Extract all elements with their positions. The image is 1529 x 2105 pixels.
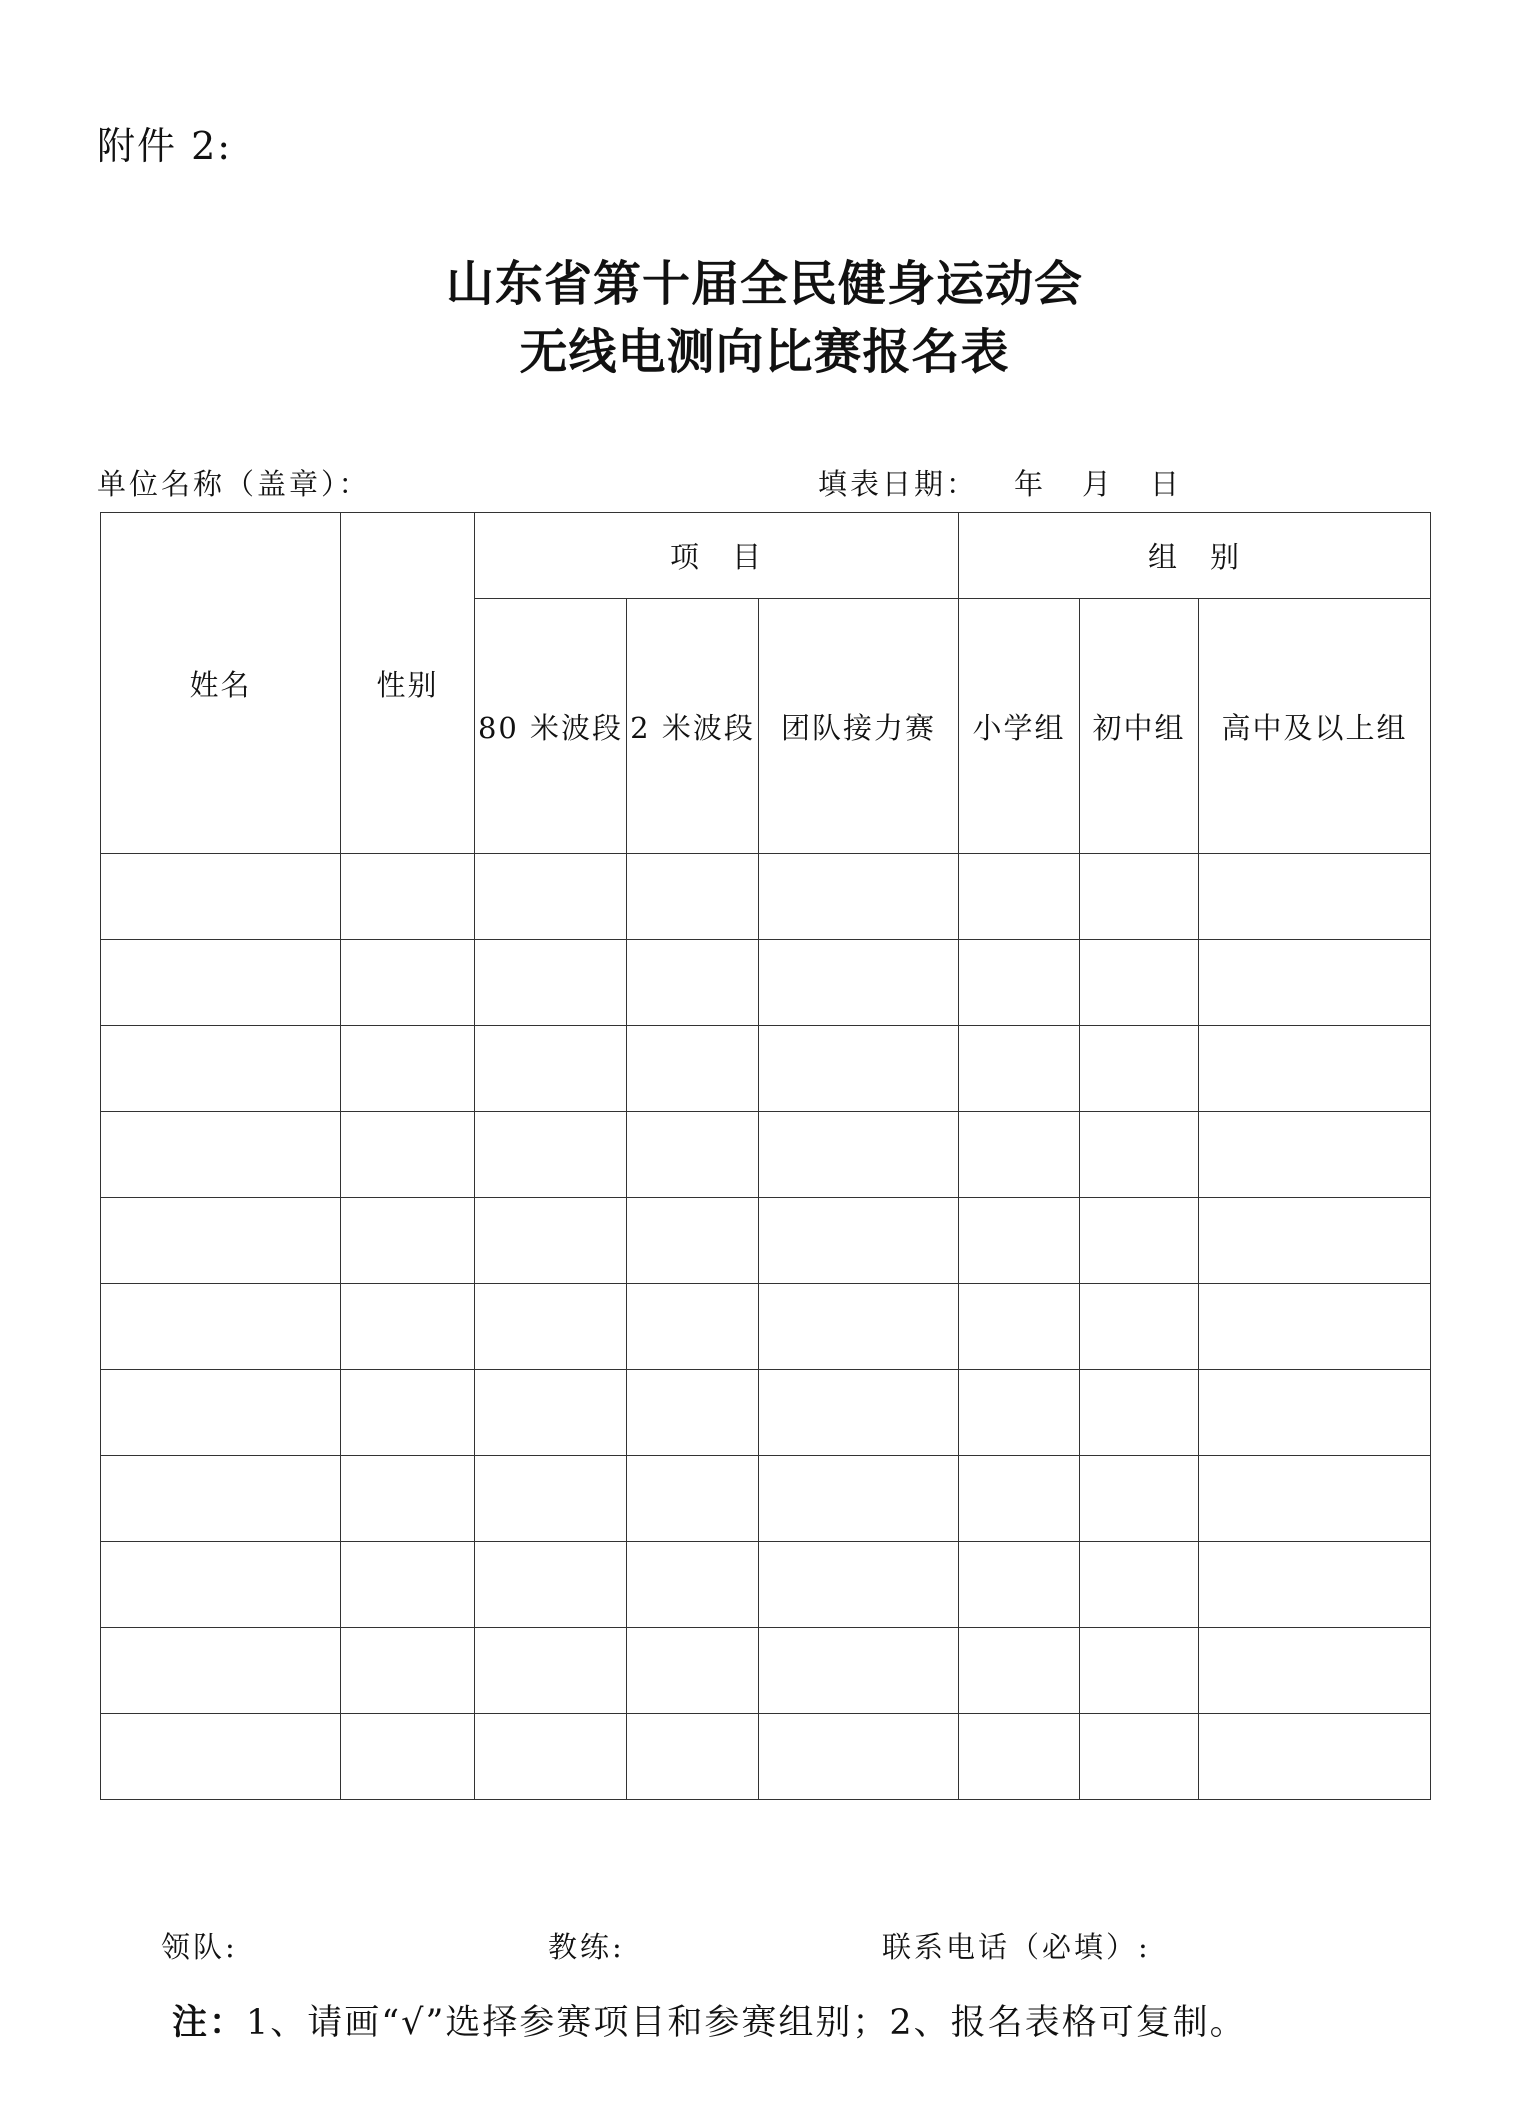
group-primary: 小学组: [959, 599, 1080, 854]
cell-group-primary[interactable]: [959, 1370, 1080, 1456]
cell-group-junior[interactable]: [1080, 940, 1199, 1026]
fill-date-year: 年: [1014, 467, 1047, 501]
cell-event-relay[interactable]: [759, 1542, 959, 1628]
table-row: [101, 1112, 1431, 1198]
cell-event-relay[interactable]: [759, 854, 959, 940]
cell-name[interactable]: [101, 940, 341, 1026]
cell-event-2m[interactable]: [627, 1284, 759, 1370]
document-title: 山东省第十届全民健身运动会: [445, 256, 1083, 312]
cell-event-80m[interactable]: [475, 1456, 627, 1542]
cell-group-junior[interactable]: [1080, 1628, 1199, 1714]
fill-date-label: 填表日期：: [818, 467, 979, 501]
attachment-label: 附件 2:: [97, 124, 233, 168]
cell-group-junior[interactable]: [1080, 1456, 1199, 1542]
cell-gender[interactable]: [341, 1456, 475, 1542]
cell-group-senior[interactable]: [1199, 1456, 1431, 1542]
fill-date-day: 日: [1150, 467, 1183, 501]
cell-group-primary[interactable]: [959, 1026, 1080, 1112]
note-label: 注：: [172, 2003, 247, 2043]
cell-group-senior[interactable]: [1199, 1714, 1431, 1800]
cell-group-junior[interactable]: [1080, 854, 1199, 940]
cell-gender[interactable]: [341, 1112, 475, 1198]
cell-group-senior[interactable]: [1199, 1198, 1431, 1284]
cell-event-80m[interactable]: [475, 940, 627, 1026]
event-80m-band: 80 米波段: [475, 599, 627, 854]
cell-group-senior[interactable]: [1199, 1370, 1431, 1456]
cell-group-junior[interactable]: [1080, 1198, 1199, 1284]
cell-group-junior[interactable]: [1080, 1370, 1199, 1456]
cell-event-2m[interactable]: [627, 854, 759, 940]
cell-event-relay[interactable]: [759, 940, 959, 1026]
cell-event-relay[interactable]: [759, 1456, 959, 1542]
cell-event-2m[interactable]: [627, 1542, 759, 1628]
event-team-relay: 团队接力赛: [759, 599, 959, 854]
cell-event-2m[interactable]: [627, 1370, 759, 1456]
team-leader-label: 领队:: [161, 1930, 238, 1964]
cell-event-relay[interactable]: [759, 1026, 959, 1112]
cell-group-senior[interactable]: [1199, 1542, 1431, 1628]
cell-gender[interactable]: [341, 940, 475, 1026]
cell-event-80m[interactable]: [475, 854, 627, 940]
table-row: [101, 1284, 1431, 1370]
table-body: [101, 854, 1431, 1800]
cell-event-80m[interactable]: [475, 1026, 627, 1112]
cell-event-80m[interactable]: [475, 1112, 627, 1198]
cell-group-primary[interactable]: [959, 854, 1080, 940]
cell-event-80m[interactable]: [475, 1714, 627, 1800]
cell-group-primary[interactable]: [959, 1112, 1080, 1198]
cell-event-80m[interactable]: [475, 1198, 627, 1284]
cell-name[interactable]: [101, 1456, 341, 1542]
cell-event-relay[interactable]: [759, 1112, 959, 1198]
cell-event-relay[interactable]: [759, 1370, 959, 1456]
cell-group-senior[interactable]: [1199, 1026, 1431, 1112]
cell-event-relay[interactable]: [759, 1198, 959, 1284]
cell-name[interactable]: [101, 1628, 341, 1714]
cell-name[interactable]: [101, 1370, 341, 1456]
cell-group-junior[interactable]: [1080, 1112, 1199, 1198]
table-row: [101, 940, 1431, 1026]
cell-group-senior[interactable]: [1199, 1112, 1431, 1198]
gender-header: 性别: [341, 513, 475, 854]
group-junior-high: 初中组: [1080, 599, 1199, 854]
cell-event-2m[interactable]: [627, 1112, 759, 1198]
group-senior-high-above: 高中及以上组: [1199, 599, 1431, 854]
cell-gender[interactable]: [341, 1628, 475, 1714]
cell-group-primary[interactable]: [959, 940, 1080, 1026]
cell-name[interactable]: [101, 1284, 341, 1370]
cell-group-senior[interactable]: [1199, 1628, 1431, 1714]
cell-group-primary[interactable]: [959, 1284, 1080, 1370]
cell-group-senior[interactable]: [1199, 1284, 1431, 1370]
cell-group-senior[interactable]: [1199, 854, 1431, 940]
table-row: [101, 1714, 1431, 1800]
table-row: [101, 854, 1431, 940]
name-header: 姓名: [101, 513, 341, 854]
groups-header: 组 别: [959, 513, 1431, 599]
cell-event-80m[interactable]: [475, 1628, 627, 1714]
fill-date: [818, 462, 1182, 503]
table-row: [101, 1198, 1431, 1284]
cell-group-primary[interactable]: [959, 1542, 1080, 1628]
cell-group-primary[interactable]: [959, 1628, 1080, 1714]
fill-date-month: 月: [1082, 467, 1115, 501]
cell-event-relay[interactable]: [759, 1714, 959, 1800]
note: [172, 1995, 1247, 2045]
unit-name-label: 单位名称（盖章）：: [97, 467, 371, 501]
cell-gender[interactable]: [341, 1198, 475, 1284]
cell-name[interactable]: [101, 1026, 341, 1112]
registration-table: [100, 512, 1431, 1800]
cell-event-2m[interactable]: [627, 1628, 759, 1714]
cell-event-2m[interactable]: [627, 940, 759, 1026]
table-row: [101, 1628, 1431, 1714]
cell-gender[interactable]: [341, 1026, 475, 1112]
cell-gender[interactable]: [341, 854, 475, 940]
cell-event-2m[interactable]: [627, 1198, 759, 1284]
cell-event-2m[interactable]: [627, 1456, 759, 1542]
cell-event-relay[interactable]: [759, 1284, 959, 1370]
document-subtitle: 无线电测向比赛报名表: [519, 324, 1010, 380]
events-header: 项 目: [475, 513, 959, 599]
cell-group-senior[interactable]: [1199, 940, 1431, 1026]
cell-event-2m[interactable]: [627, 1026, 759, 1112]
cell-event-80m[interactable]: [475, 1284, 627, 1370]
cell-gender[interactable]: [341, 1370, 475, 1456]
table-row: [101, 1026, 1431, 1112]
cell-group-primary[interactable]: [959, 1198, 1080, 1284]
event-2m-band: 2 米波段: [627, 599, 759, 854]
cell-group-primary[interactable]: [959, 1456, 1080, 1542]
cell-name[interactable]: [101, 1112, 341, 1198]
cell-group-primary[interactable]: [959, 1714, 1080, 1800]
cell-group-junior[interactable]: [1080, 1542, 1199, 1628]
table-row: [101, 1456, 1431, 1542]
table-row: [101, 1370, 1431, 1456]
cell-event-80m[interactable]: [475, 1370, 627, 1456]
cell-group-junior[interactable]: [1080, 1284, 1199, 1370]
cell-event-80m[interactable]: [475, 1542, 627, 1628]
cell-gender[interactable]: [341, 1542, 475, 1628]
coach-label: 教练:: [548, 1930, 625, 1964]
cell-gender[interactable]: [341, 1714, 475, 1800]
cell-gender[interactable]: [341, 1284, 475, 1370]
cell-group-junior[interactable]: [1080, 1026, 1199, 1112]
note-text: 1、请画“√”选择参赛项目和参赛组别；2、报名表格可复制。: [246, 2003, 1247, 2043]
cell-event-relay[interactable]: [759, 1628, 959, 1714]
cell-name[interactable]: [101, 854, 341, 940]
contact-phone-label: 联系电话（必填）:: [882, 1930, 1151, 1964]
cell-event-2m[interactable]: [627, 1714, 759, 1800]
cell-name[interactable]: [101, 1542, 341, 1628]
cell-name[interactable]: [101, 1714, 341, 1800]
cell-name[interactable]: [101, 1198, 341, 1284]
cell-group-junior[interactable]: [1080, 1714, 1199, 1800]
table-row: [101, 1542, 1431, 1628]
